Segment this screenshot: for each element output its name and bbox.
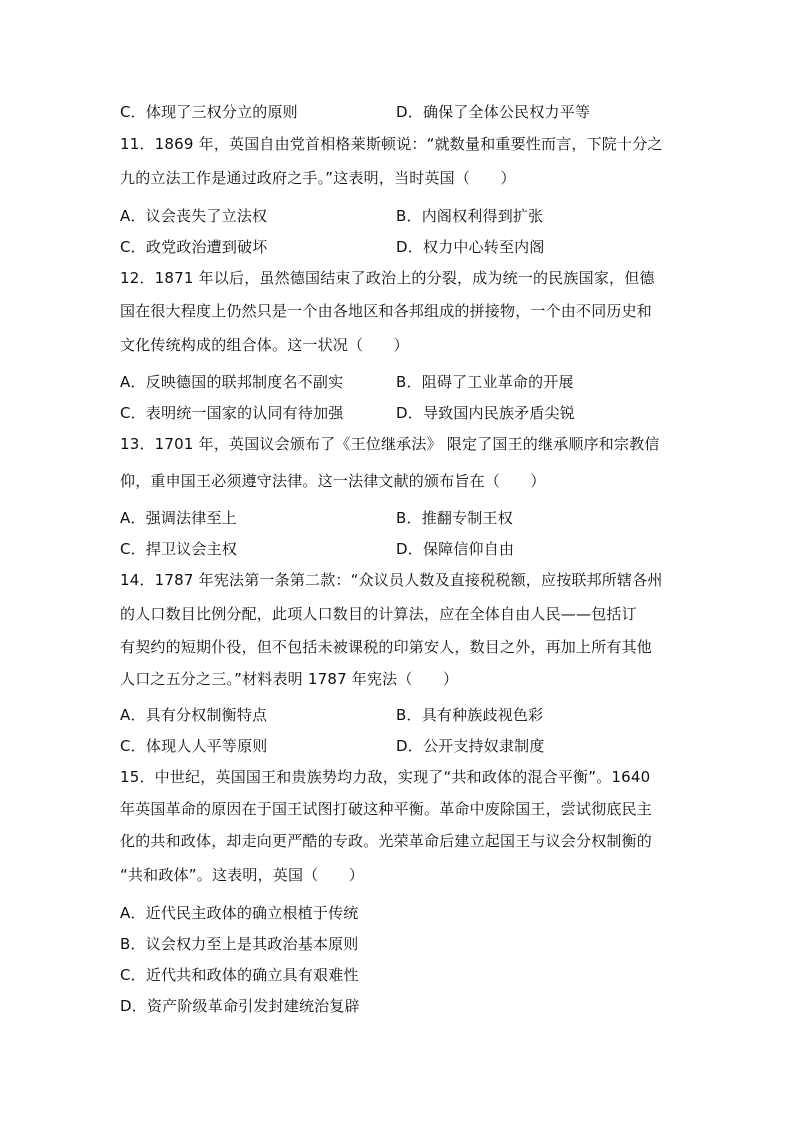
q15-option-b: B．议会权力至上是其政治基本原则 — [120, 935, 359, 953]
q11-option-c: C．政党政治遭到破坏 — [120, 238, 268, 256]
q10-option-c: C．体现了三权分立的原则 — [120, 103, 298, 121]
q15-stem-line-3: 化的共和政体，却走向更严酷的专政。光荣革命后建立起国王与议会分权制衡的 — [120, 832, 653, 850]
q10-option-d: D．确保了全体公民权力平等 — [396, 103, 591, 121]
q14-stem-line-3: 有契约的短期仆役，但不包括未被课税的印第安人，数目之外，再加上所有其他 — [120, 638, 653, 656]
q12-option-a: A．反映德国的联邦制度名不副实 — [120, 373, 344, 391]
q12-option-d: D．导致国内民族矛盾尖锐 — [396, 404, 575, 422]
q15-option-c: C．近代共和政体的确立具有艰难性 — [120, 966, 359, 984]
q12-stem-line-2: 国在很大程度上仍然只是一个由各地区和各邦组成的拼接物，一个由不同历史和 — [120, 302, 653, 320]
q15-option-a: A．近代民主政体的确立根植于传统 — [120, 904, 359, 922]
q13-option-c: C．捍卫议会主权 — [120, 540, 238, 558]
q12-option-c: C．表明统一国家的认同有待加强 — [120, 404, 344, 422]
q15-stem-line-1: 15．中世纪，英国国王和贵族势均力敌，实现了“共和政体的混合平衡”。1640 — [120, 768, 651, 786]
q14-stem-line-2: 的人口数目比例分配，此项人口数目的计算法，应在全体自由人民——包括订 — [120, 605, 637, 623]
q15-stem-line-2: 年英国革命的原因在于国王试图打破这种平衡。革命中废除国王，尝试彻底民主 — [120, 800, 653, 818]
q15-stem-line-4: “共和政体”。这表明，英国（ ） — [120, 866, 364, 884]
q14-stem-line-1: 14．1787 年宪法第一条第二款：“众议员人数及直接税税额，应按联邦所辖各州 — [120, 571, 663, 589]
q13-stem-line-2: 仰，重申国王必须遵守法律。这一法律文献的颁布旨在（ ） — [120, 472, 546, 490]
q14-option-b: B．具有种族歧视色彩 — [396, 706, 544, 724]
q14-stem-line-4: 人口之五分之三。”材料表明 1787 年宪法（ ） — [120, 670, 459, 688]
q15-option-d: D．资产阶级革命引发封建统治复辟 — [120, 997, 360, 1015]
q11-option-a: A．议会丧失了立法权 — [120, 207, 268, 225]
q11-stem-line-1: 11．1869 年，英国自由党首相格莱斯顿说：“就数量和重要性而言，下院十分之 — [120, 135, 663, 153]
q13-option-d: D．保障信仰自由 — [396, 540, 515, 558]
q12-stem-line-1: 12．1871 年以后，虽然德国结束了政治上的分裂，成为统一的民族国家，但德 — [120, 269, 655, 287]
q13-option-a: A．强调法律至上 — [120, 509, 237, 527]
q12-option-b: B．阻碍了工业革命的开展 — [396, 373, 574, 391]
q11-stem-line-2: 九的立法工作是通过政府之手。”这表明，当时英国（ ） — [120, 169, 516, 187]
q13-option-b: B．推翻专制王权 — [396, 509, 513, 527]
q12-stem-line-3: 文化传统构成的组合体。这一状况（ ） — [120, 336, 409, 354]
q14-option-a: A．具有分权制衡特点 — [120, 706, 268, 724]
q11-option-b: B．内阁权利得到扩张 — [396, 207, 544, 225]
q14-option-d: D．公开支持奴隶制度 — [396, 737, 545, 755]
q13-stem-line-1: 13．1701 年，英国议会颁布了《王位继承法》 限定了国王的继承顺序和宗教信 — [120, 435, 660, 453]
q14-option-c: C．体现人人平等原则 — [120, 737, 268, 755]
q11-option-d: D．权力中心转至内阁 — [396, 238, 545, 256]
